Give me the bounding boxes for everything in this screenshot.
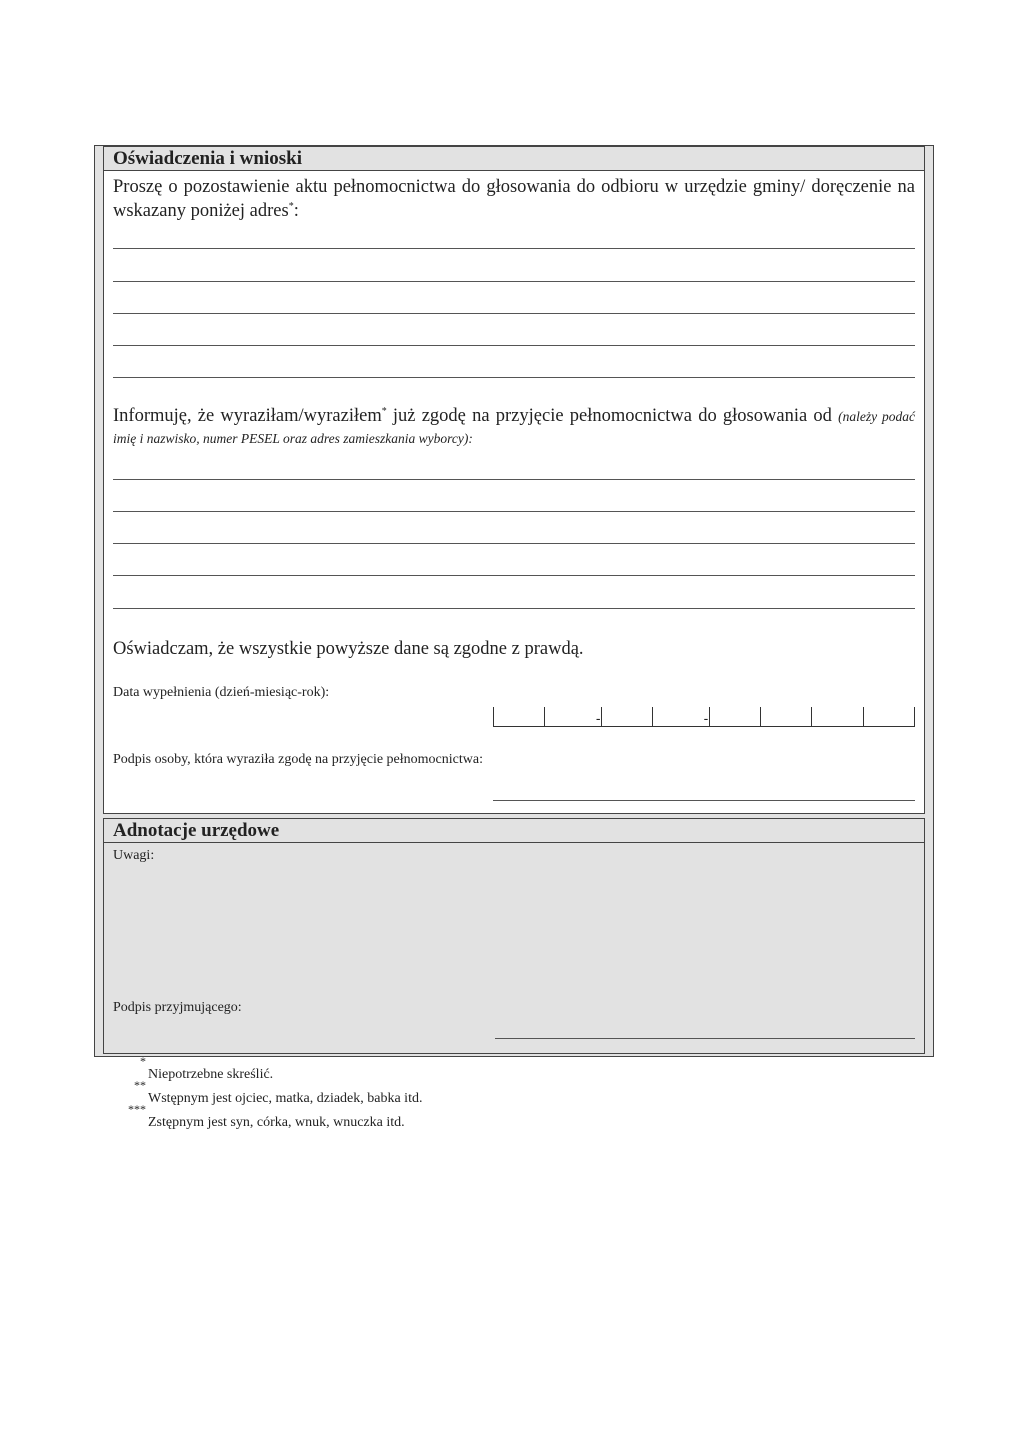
address-line-5[interactable] (113, 377, 915, 378)
date-separator-2: - (703, 710, 709, 726)
statements-title: Oświadczenia i wnioski (104, 147, 924, 171)
request-colon: : (293, 201, 299, 221)
inform-paragraph (113, 405, 915, 449)
signature-label: Podpis osoby, która wyraziła zgodę na przyjęcie pełnomocnictwa: (113, 752, 483, 767)
address-line-3[interactable] (113, 313, 915, 314)
date-input[interactable] (493, 707, 915, 727)
footnote-3-text: Zstępnym jest syn, córka, wnuk, wnuczka itd. (148, 1115, 405, 1130)
declaration-text: Oświadczam, że wszystkie powyższe dane są zgodne z prawdą. (113, 639, 584, 659)
footnote-1-text: Niepotrzebne skreślić. (148, 1067, 274, 1082)
form-frame (94, 145, 934, 1057)
footnote-3 (120, 1102, 422, 1132)
date-day-digit-2[interactable] (544, 707, 595, 726)
date-month-digit-2[interactable] (652, 707, 703, 726)
official-notes-section (103, 818, 925, 1054)
voter-line-3[interactable] (113, 543, 915, 544)
voter-line-1[interactable] (113, 479, 915, 480)
date-year-digit-2[interactable] (760, 707, 811, 726)
footnote-2-mark: ** (134, 1078, 146, 1092)
date-year-digit-4[interactable] (863, 707, 915, 726)
footnote-2-text: Wstępnym jest ojciec, matka, dziadek, babka itd. (148, 1091, 423, 1106)
date-year-digit-1[interactable] (709, 707, 760, 726)
footnote-1 (120, 1054, 422, 1084)
date-day-digit-1[interactable] (493, 707, 544, 726)
signature-line[interactable] (493, 800, 915, 801)
address-line-1[interactable] (113, 248, 915, 249)
date-year-digit-3[interactable] (811, 707, 862, 726)
footnotes (120, 1054, 423, 1132)
voter-line-4[interactable] (113, 575, 915, 576)
date-separator-1: - (595, 710, 601, 726)
inform-footnote-mark: * (381, 405, 387, 417)
date-month-digit-1[interactable] (601, 707, 652, 726)
date-label: Data wypełnienia (dzień-miesiąc-rok): (113, 685, 330, 700)
address-line-4[interactable] (113, 345, 915, 346)
receiver-signature-label: Podpis przyjmującego: (113, 1000, 242, 1015)
voter-line-5[interactable] (113, 608, 915, 609)
voter-line-2[interactable] (113, 511, 915, 512)
inform-hint: (należy podać imię i nazwisko, numer PESEL oraz adres zamieszkania wyborcy): (113, 409, 916, 446)
footnote-2 (120, 1078, 423, 1108)
address-line-2[interactable] (113, 281, 915, 282)
official-notes-title: Adnotacje urzędowe (104, 819, 924, 843)
request-footnote-mark: * (288, 200, 294, 212)
request-text: Proszę o pozostawienie aktu pełnomocnictwa do głosowania do odbioru w urzędzie gminy/ doręczenie na wskazany poniżej adres (113, 177, 915, 221)
inform-text-a: Informuję, że wyraziłam/wyraziłem (113, 406, 382, 426)
statements-section (103, 146, 925, 814)
footnote-3-mark: *** (128, 1102, 146, 1116)
remarks-label: Uwagi: (113, 848, 155, 863)
inform-text-b: już zgodę na przyjęcie pełnomocnictwa do głosowania od (386, 406, 839, 426)
receiver-signature-line[interactable] (495, 1038, 915, 1039)
request-paragraph (113, 175, 915, 223)
footnote-1-mark: * (140, 1054, 146, 1068)
